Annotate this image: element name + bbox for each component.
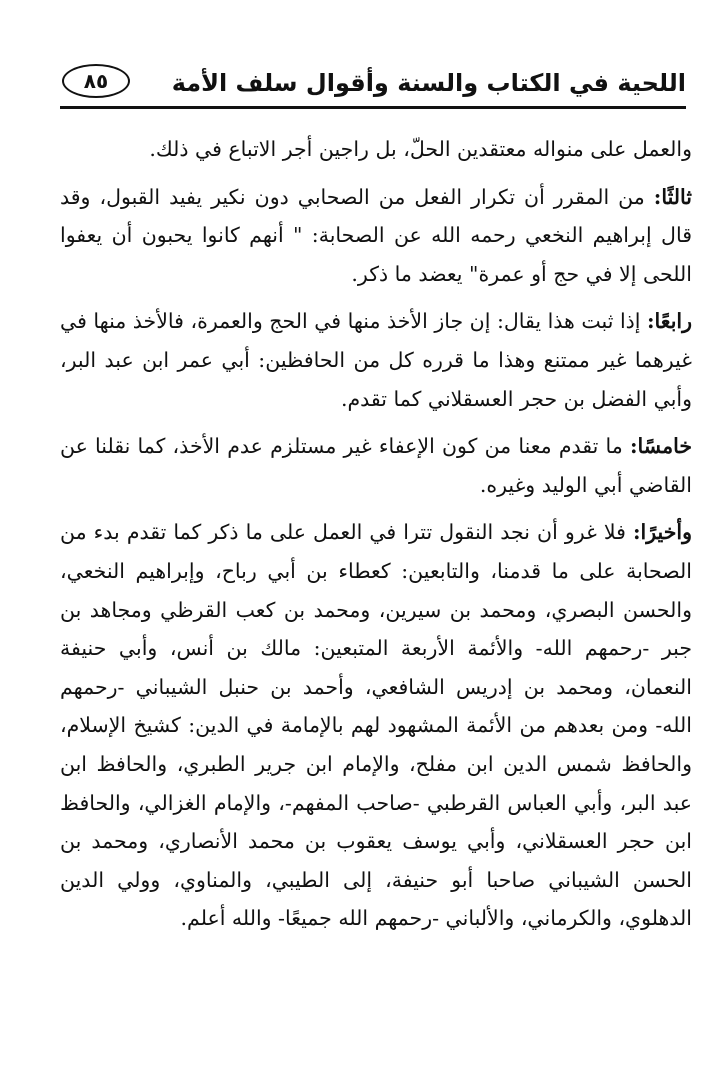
paragraph-lead: خامسًا: [629, 434, 692, 459]
page-number: ٨٥ [62, 64, 130, 98]
running-title: اللحية في الكتاب والسنة وأقوال سلف الأمة [171, 69, 686, 97]
page-header [60, 62, 686, 114]
header-rule [60, 106, 686, 109]
paragraph-text: إذا ثبت هذا يقال: إن جاز الأخذ منها في الحج والعمرة، فالأخذ منها في غيرهما غير ممتنع وهذا ما قرره كل من الحافظين: أبي عمر ابن عبد البر، وأبي الفضل بن حجر العسقلاني كما تقدم. [60, 309, 692, 411]
paragraph-lead: ثالثًا: [653, 184, 692, 209]
body-text [60, 130, 692, 947]
paragraph-fifth [60, 427, 692, 504]
paragraph-text: ما تقدم معنا من كون الإعفاء غير مستلزم عدم الأخذ، كما نقلنا عن القاضي أبي الوليد وغيره. [60, 434, 692, 497]
paragraph-fourth [60, 302, 692, 418]
paragraph-text: والعمل على منواله معتقدين الحلّ، بل راجين أجر الاتباع في ذلك. [149, 137, 692, 161]
paragraph-continuation [60, 130, 692, 169]
paragraph-third [60, 178, 692, 294]
paragraph-text: فلا غرو أن نجد النقول تترا في العمل على ما ذكر كما تقدم بدء من الصحابة على ما قدمنا، والتابعين: كعطاء بن أبي رباح، وإبراهيم النخعي، والحسن البصري، ومحمد بن سيرين، ومحمد بن كعب القرظي ومجاهد بن جبر -رحمهم الله- والأئمة الأربعة المتبعين: مالك بن أنس، وأبي حنيفة النعمان، ومحمد بن إدريس الشافعي، وأحمد بن حنبل الشيباني -رحمهم الله- ومن بعدهم من الأئمة المشهود لهم بالإمامة في الدين: كشيخ الإسلام، والحافظ شمس الدين ابن مفلح، والإمام ابن جرير الطبري، والحافظ ابن عبد البر، وأبي العباس القرطبي -صاحب المفهم-، والإمام الغزالي، والحافظ ابن حجر العسقلاني، وأبي يوسف يعقوب بن محمد الأنصاري، ومحمد بن الحسن الشيباني صاحبا أبو حنيفة، إلى الطيبي، والمناوي، وولي الدين الدهلوي، والكرماني، والألباني -رحمهم الله جميعًا- والله أعلم. [60, 520, 692, 931]
paragraph-lead: وأخيرًا: [632, 520, 692, 545]
paragraph-lead: رابعًا: [646, 309, 692, 334]
paragraph-text: من المقرر أن تكرار الفعل من الصحابي دون نكير يفيد القبول، وقد قال إبراهيم النخعي رحمه الله عن الصحابة: " أنهم كانوا يحبون أن يعفوا اللحى إلا في حج أو عمرة" يعضد ما ذكر. [60, 184, 692, 286]
paragraph-finally [60, 513, 692, 938]
